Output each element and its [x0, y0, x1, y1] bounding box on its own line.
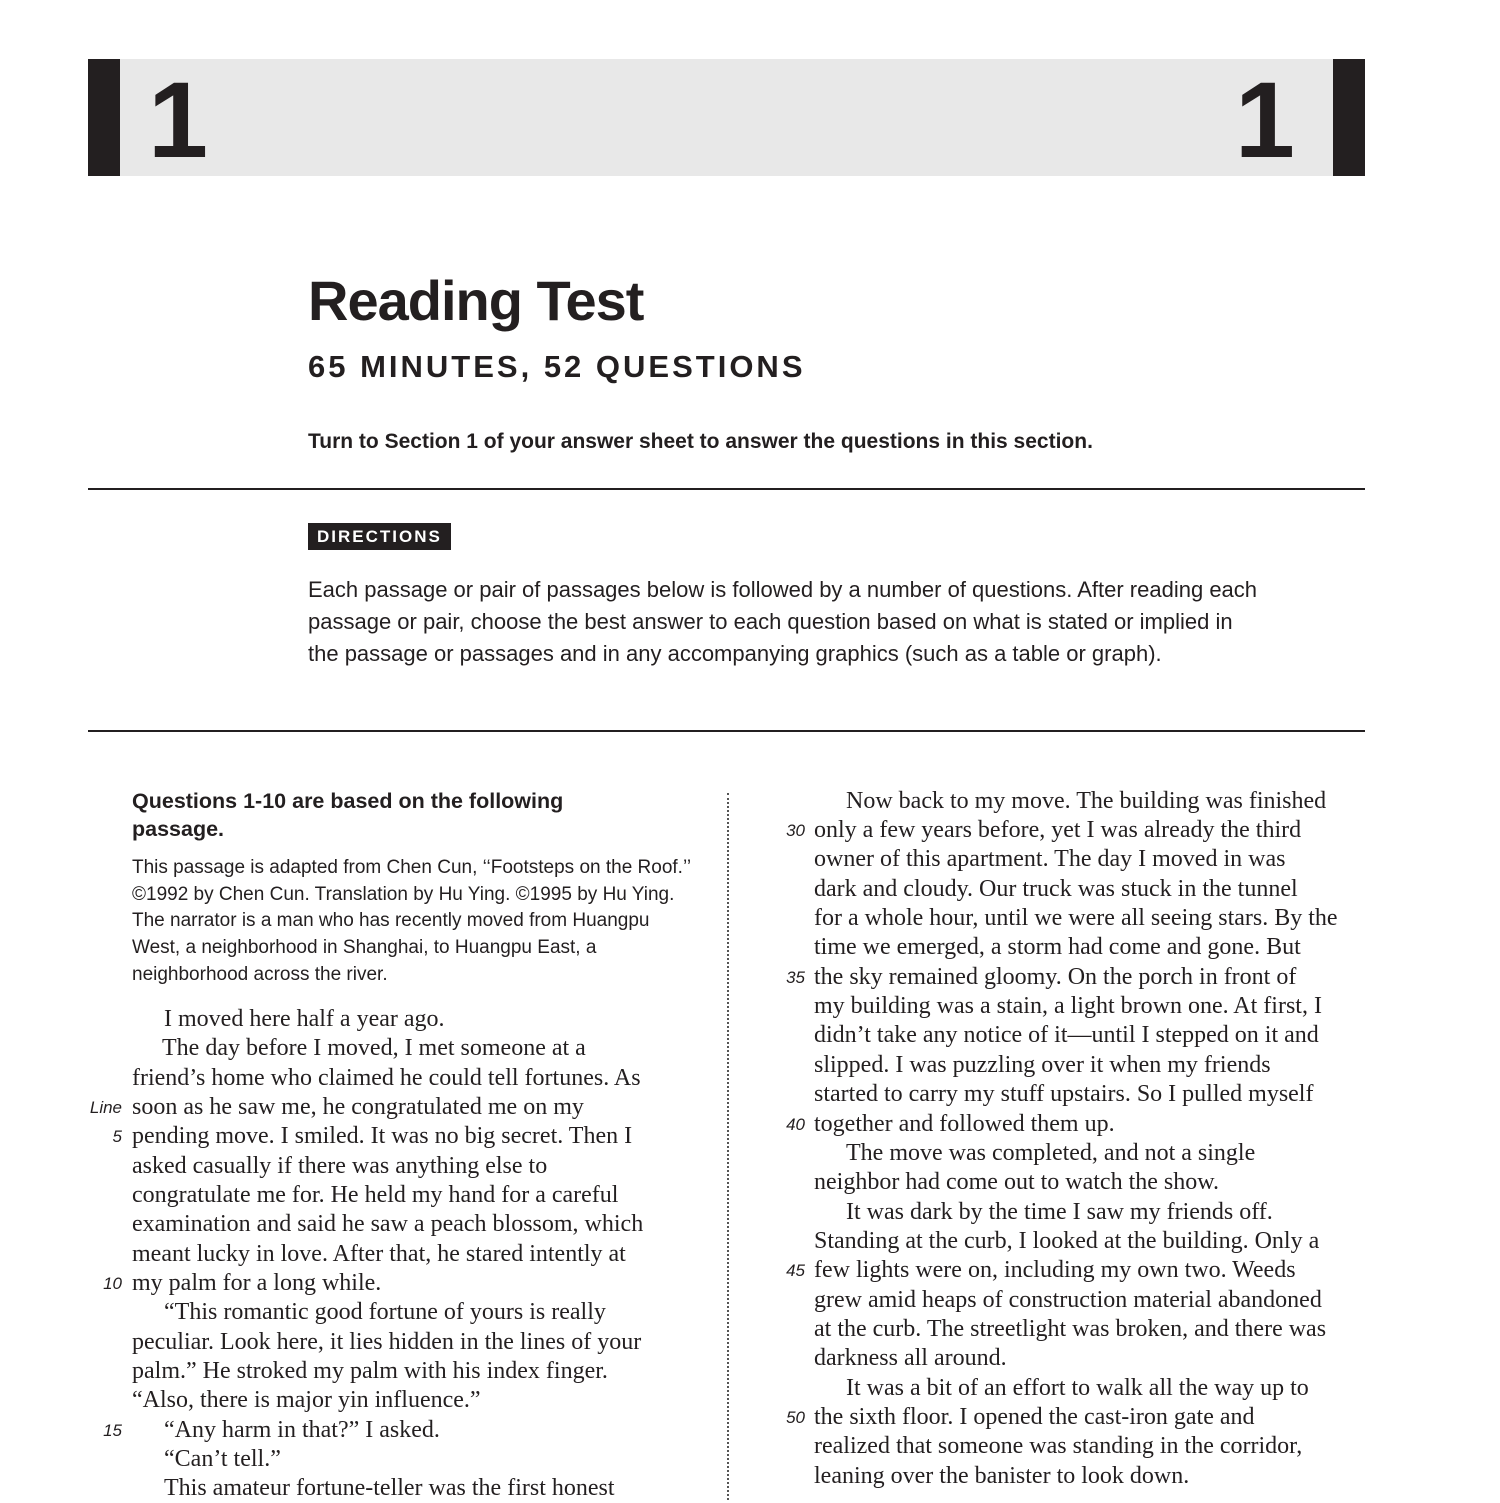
passage-line: Now back to my move. The building was finished: [846, 788, 1327, 814]
passage-line: the sky remained gloomy. On the porch in front of: [814, 964, 1297, 990]
passage-line: realized that someone was standing in the corridor,: [814, 1433, 1303, 1459]
line-number: 10: [103, 1274, 122, 1293]
passage-line: “Also, there is major yin influence.”: [132, 1387, 481, 1413]
questions-heading: Questions 1-10 are based on the following passage.: [132, 789, 564, 841]
section-bar-left: [88, 59, 120, 176]
section-number-left: 1: [148, 59, 209, 180]
line-number: 45: [786, 1261, 805, 1280]
passage-line: pending move. I smiled. It was no big secret. Then I: [132, 1123, 633, 1149]
directions-label: DIRECTIONS: [308, 523, 451, 550]
line-number: 50: [786, 1408, 805, 1427]
passage-line: at the curb. The streetlight was broken, and there was: [814, 1316, 1327, 1342]
passage-line: only a few years before, yet I was already the third: [814, 817, 1302, 843]
passage-line: I moved here half a year ago.: [164, 1006, 445, 1032]
passage-line: “This romantic good fortune of yours is really: [164, 1299, 606, 1325]
passage-line: congratulate me for. He held my hand for a careful: [132, 1182, 619, 1208]
passage-line: my building was a stain, a light brown one. At first, I: [814, 993, 1322, 1019]
passage-line: The day before I moved, I met someone at a: [162, 1035, 586, 1061]
passage-line: Standing at the curb, I looked at the building. Only a: [814, 1228, 1320, 1254]
passage-line: the sixth floor. I opened the cast-iron gate and: [814, 1404, 1255, 1430]
passage-intro: This passage is adapted from Chen Cun, ‘‘Footsteps on the Roof.’’ ©1992 by Chen Cun. Translation by Hu Ying. ©1995 by Hu Ying. The narrator is a man who has recently moved from Huangpu West, a neighborhood in Shanghai, to Huangpu East, a neighborhood across the river.: [132, 857, 691, 985]
divider-bottom: [88, 730, 1365, 732]
line-number: 5: [112, 1127, 122, 1146]
passage-line: asked casually if there was anything else to: [132, 1153, 548, 1179]
passage-line: leaning over the banister to look down.: [814, 1463, 1190, 1489]
passage-line: started to carry my stuff upstairs. So I pulled myself: [814, 1081, 1314, 1107]
page-subtitle: 65 MINUTES, 52 QUESTIONS: [308, 349, 806, 384]
passage-line: soon as he saw me, he congratulated me on my: [132, 1094, 584, 1120]
passage-line: friend’s home who claimed he could tell fortunes. As: [132, 1065, 641, 1091]
passage-line: together and followed them up.: [814, 1111, 1115, 1137]
line-number: 35: [786, 968, 805, 987]
passage-line: grew amid heaps of construction material abandoned: [814, 1287, 1322, 1313]
section-number-right: 1: [1234, 59, 1295, 180]
passage-line: my palm for a long while.: [132, 1270, 382, 1296]
column-divider: [727, 793, 729, 1500]
passage-line: owner of this apartment. The day I moved in was: [814, 846, 1286, 872]
passage-line: This amateur fortune-teller was the first honest: [164, 1475, 615, 1501]
passage-line: palm.” He stroked my palm with his index finger.: [132, 1358, 608, 1384]
passage-line: “Can’t tell.”: [164, 1446, 281, 1472]
directions-text: Each passage or pair of passages below is followed by a number of questions. After reading each passage or pair, choose the best answer to each question based on what is stated or implied in the passage or passages and in any accompanying graphics (such as a table or graph).: [308, 577, 1258, 666]
passage-line: examination and said he saw a peach blossom, which: [132, 1211, 644, 1237]
line-marker-label: Line: [89, 1098, 122, 1117]
section-bar-right: [1333, 59, 1365, 176]
passage-line: for a whole hour, until we were all seeing stars. By the: [814, 905, 1338, 931]
passage-line: peculiar. Look here, it lies hidden in the lines of your: [132, 1329, 642, 1355]
passage-line: It was dark by the time I saw my friends off.: [846, 1199, 1273, 1225]
passage-line: The move was completed, and not a single: [846, 1140, 1256, 1166]
passage-line: slipped. I was puzzling over it when my friends: [814, 1052, 1271, 1078]
passage-line: meant lucky in love. After that, he stared intently at: [132, 1241, 626, 1267]
line-number: 15: [103, 1421, 122, 1440]
line-number: 40: [786, 1115, 805, 1134]
passage-line: few lights were on, including my own two. Weeds: [814, 1257, 1296, 1283]
answer-sheet-instruction: Turn to Section 1 of your answer sheet to answer the questions in this section.: [308, 430, 1093, 453]
passage-line: dark and cloudy. Our truck was stuck in the tunnel: [814, 876, 1298, 902]
passage-line: It was a bit of an effort to walk all the way up to: [846, 1375, 1309, 1401]
passage-line: darkness all around.: [814, 1345, 1007, 1371]
passage-line: “Any harm in that?” I asked.: [164, 1417, 440, 1443]
divider-top: [88, 488, 1365, 490]
passage-line: neighbor had come out to watch the show.: [814, 1169, 1220, 1195]
passage-line: didn’t take any notice of it—until I stepped on it and: [814, 1022, 1319, 1048]
line-number: 30: [786, 821, 805, 840]
page-title: Reading Test: [308, 269, 644, 332]
section-header-band: [88, 59, 1365, 180]
passage-line: time we emerged, a storm had come and gone. But: [814, 934, 1301, 960]
